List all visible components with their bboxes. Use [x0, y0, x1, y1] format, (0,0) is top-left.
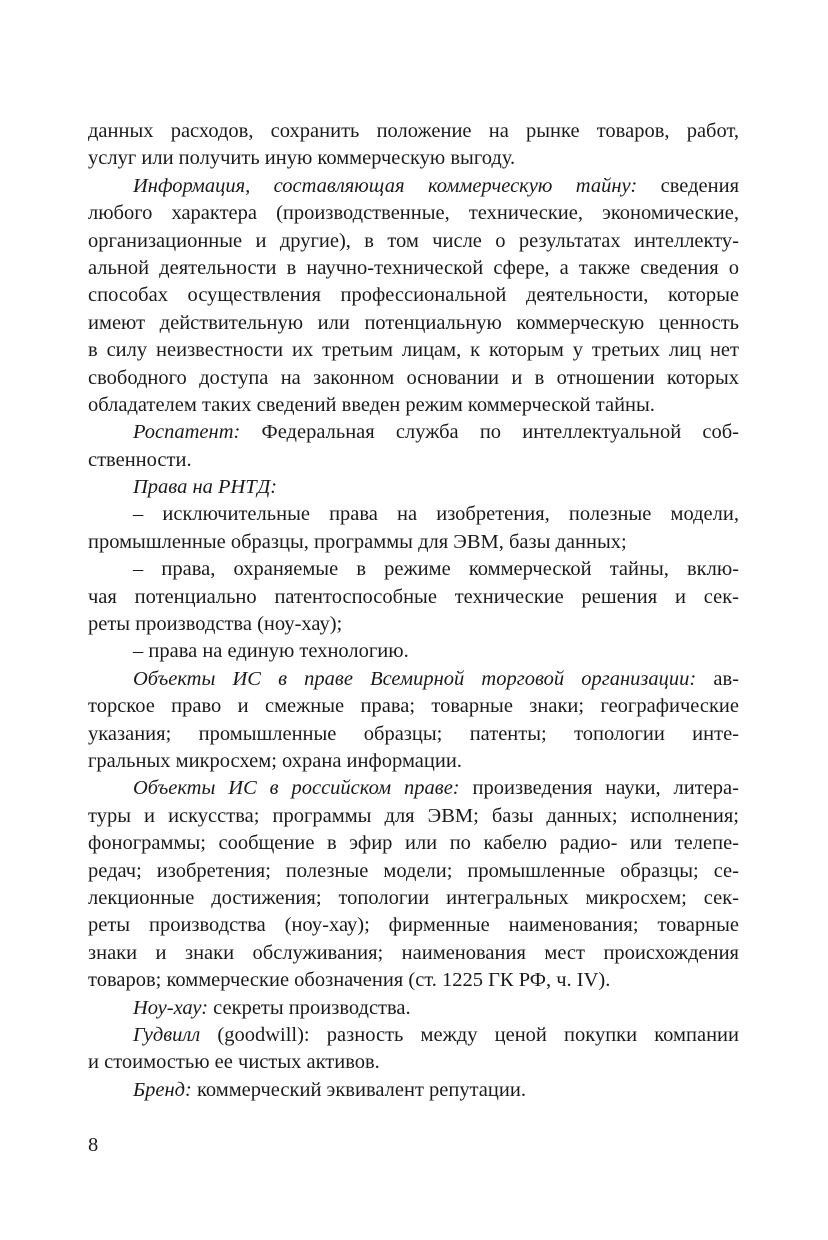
text-line: фонограммы; сообщение в эфир или по кабелю радио- или телепе-: [88, 832, 739, 855]
paragraph-trade-secret-info: [88, 173, 739, 420]
paragraph-rntd-rights: [88, 474, 739, 501]
text-line: [88, 666, 739, 693]
text-line: промышленные образцы, программы для ЭВМ, базы данных;: [88, 530, 627, 553]
text-line: обладателем таких сведений введен режим коммерческой тайны.: [88, 393, 655, 416]
definition-text: Федеральная служба по интеллектуальной соб-: [240, 421, 739, 444]
text-line: торское право и смежные права; товарные знаки; географические: [88, 695, 739, 718]
definition-text: коммерческий эквивалент репутации.: [191, 1078, 526, 1101]
list-item: [88, 501, 739, 556]
text-line: [88, 775, 739, 802]
text-line: указания; промышленные образцы; патенты; топологии инте-: [88, 722, 739, 745]
text-line: в силу неизвестности их третьим лицам, к которым у третьих лиц нет: [88, 339, 739, 362]
text-line: лекционные достижения; топологии интегральных микросхем; сек-: [88, 886, 739, 909]
text-line: – права, охраняемые в режиме коммерческой тайны, вклю-: [133, 558, 739, 581]
list-item: [88, 638, 739, 665]
paragraph-rospatent: [88, 419, 739, 474]
paragraph-wto-ip-objects: [88, 666, 739, 776]
text-line: туры и искусства; программы для ЭВМ; базы данных; исполнения;: [88, 804, 739, 827]
text-line: услуг или получить иную коммерческую выгоду.: [88, 147, 516, 170]
text-line: [88, 1022, 739, 1049]
text-line: реты производства (ноу-хау); фирменные наименования; товарные: [88, 914, 739, 937]
text-line: – права на единую технологию.: [133, 640, 409, 663]
paragraph-know-how: [88, 995, 739, 1022]
text-line: [88, 419, 739, 446]
definition-text: секреты производства.: [208, 996, 411, 1019]
text-line: альной деятельности в научно-технической сфере, а также сведения о: [88, 256, 739, 279]
text-line: чая потенциально патентоспособные технические решения и сек-: [88, 585, 739, 608]
page-body: [88, 118, 739, 1104]
term-label: Роспатент:: [133, 421, 241, 444]
text-line: [88, 995, 739, 1022]
page-number: 8: [88, 1134, 99, 1156]
term-label: Бренд:: [133, 1078, 192, 1101]
text-line: [88, 173, 739, 200]
text-line: любого характера (производственные, технические, экономические,: [88, 202, 739, 225]
paragraph-continuation: [88, 118, 739, 173]
text-line: реты производства (ноу-хау);: [88, 613, 343, 636]
list-item: [88, 556, 739, 638]
text-line: способах осуществления профессиональной деятельности, которые: [88, 284, 739, 307]
text-line: – исключительные права на изобретения, полезные модели,: [133, 503, 739, 526]
term-label: Гудвилл: [133, 1023, 201, 1046]
text-line: товаров; коммерческие обозначения (ст. 1225 ГК РФ, ч. IV).: [88, 969, 611, 992]
text-line: ственности.: [88, 448, 192, 471]
paragraph-goodwill: [88, 1022, 739, 1077]
text-line: свободного доступа на законном основании и в отношении которых: [88, 366, 739, 389]
term-label: Объекты ИС в праве Всемирной торговой организации:: [133, 667, 697, 690]
text-line: [88, 1077, 739, 1104]
text-line: гральных микросхем; охрана информации.: [88, 749, 462, 772]
text-line: знаки и знаки обслуживания; наименования мест происхождения: [88, 941, 739, 964]
definition-text: (goodwill): разность между ценой покупки компании: [200, 1023, 739, 1046]
text-line: данных расходов, сохранить положение на рынке товаров, работ,: [88, 120, 739, 142]
definition-text: ав-: [696, 667, 740, 690]
term-label: Права на РНТД:: [133, 476, 278, 499]
term-label: Информация, составляющая коммерческую тайну:: [133, 174, 638, 197]
term-label: Ноу-хау:: [133, 996, 209, 1019]
paragraph-russian-ip-objects: [88, 775, 739, 994]
definition-text: произведения науки, литера-: [459, 777, 739, 800]
definition-text: сведения: [637, 174, 739, 197]
text-line: имеют действительную или потенциальную коммерческую ценность: [88, 311, 739, 334]
text-line: организационные и другие), в том числе о результатах интеллекту-: [88, 229, 739, 252]
term-label: Объекты ИС в российском праве:: [133, 777, 460, 800]
paragraph-brand: [88, 1077, 739, 1104]
text-line: редач; изобретения; полезные модели; промышленные образцы; се-: [88, 859, 739, 882]
text-line: и стоимостью ее чистых активов.: [88, 1051, 380, 1074]
